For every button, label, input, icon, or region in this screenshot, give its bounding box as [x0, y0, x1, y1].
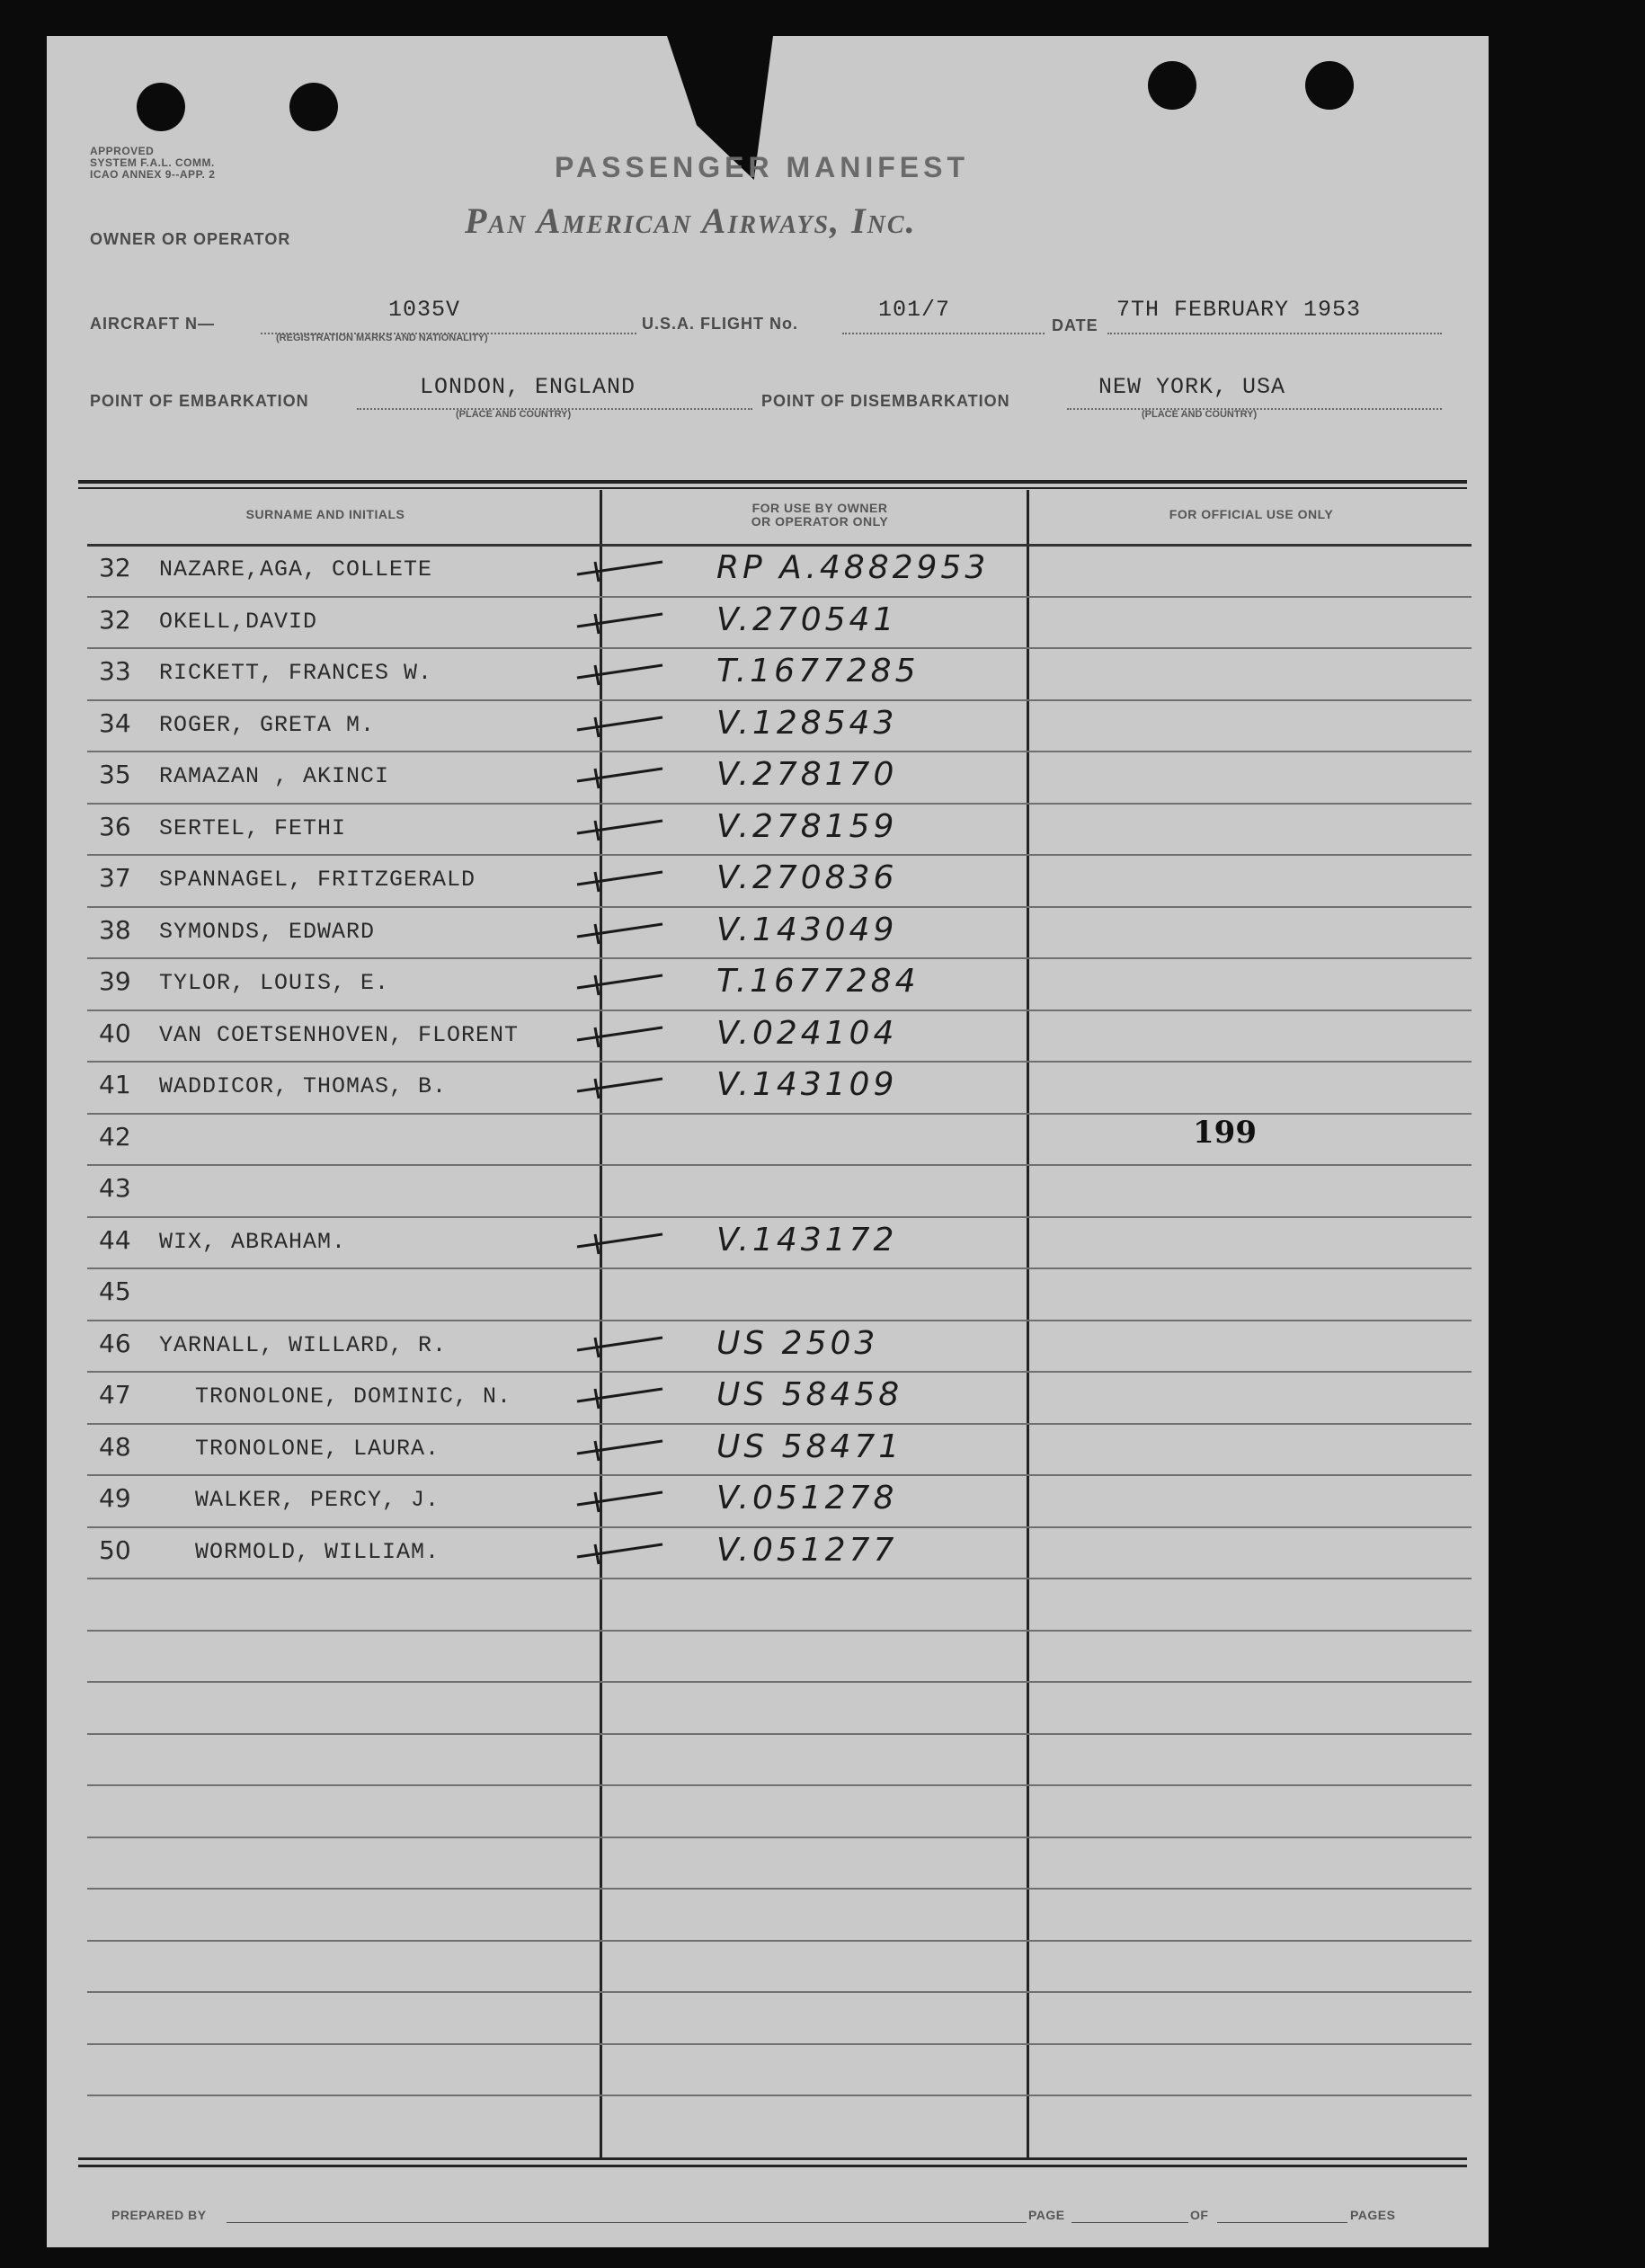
- date-label: DATE: [1052, 316, 1098, 334]
- check-mark: [568, 1223, 667, 1259]
- disembarkation-caption: (PLACE AND COUNTRY): [1142, 409, 1258, 420]
- row-number: 38: [99, 914, 131, 945]
- row-number: 33: [99, 656, 131, 686]
- row-rule: [87, 1888, 1472, 1890]
- document-number: V.143172: [716, 1221, 898, 1259]
- row-rule: [87, 1113, 1472, 1115]
- check-mark: [568, 913, 667, 949]
- check-mark: [568, 1327, 667, 1363]
- row-rule: [87, 854, 1472, 856]
- passenger-name: WADDICOR, THOMAS, B.: [159, 1073, 448, 1099]
- row-rule: [87, 1320, 1472, 1321]
- passenger-name: VAN COETSENHOVEN, FLORENT: [159, 1021, 520, 1048]
- row-number: 50: [99, 1534, 131, 1565]
- form-title: PASSENGER MANIFEST: [555, 151, 969, 183]
- row-rule: [87, 1578, 1472, 1579]
- passenger-name: RICKETT, FRANCES W.: [159, 660, 433, 686]
- check-mark: [568, 707, 667, 743]
- check-mark: [568, 1534, 667, 1570]
- approval-line-3: ICAO ANNEX 9--APP. 2: [90, 168, 216, 181]
- row-number: 48: [99, 1431, 131, 1462]
- row-rule: [87, 1371, 1472, 1373]
- column-header-owner-use-2: OR OPERATOR ONLY: [751, 514, 889, 529]
- row-rule: [87, 1940, 1472, 1942]
- row-rule: [87, 596, 1472, 598]
- row-rule: [87, 647, 1472, 649]
- row-number: 37: [99, 863, 131, 893]
- row-number: 45: [99, 1276, 131, 1306]
- passenger-name: RAMAZAN , AKINCI: [159, 763, 390, 789]
- document-number: V.270836: [716, 859, 898, 896]
- passenger-name: NAZARE,AGA, COLLETE: [159, 556, 433, 583]
- passenger-name: SPANNAGEL, FRITZGERALD: [159, 867, 476, 893]
- row-rule: [87, 1216, 1472, 1218]
- row-rule: [87, 1991, 1472, 1993]
- row-rule: [87, 1630, 1472, 1632]
- embarkation-label: POINT OF EMBARKATION: [90, 392, 309, 410]
- row-rule: [87, 1164, 1472, 1166]
- row-number: 32: [99, 604, 131, 635]
- pages-label: PAGES: [1350, 2208, 1396, 2222]
- row-rule: [87, 1267, 1472, 1269]
- document-number: V.051277: [716, 1531, 898, 1569]
- check-mark: [568, 1378, 667, 1414]
- company-name: Pan American Airways, Inc.: [465, 200, 917, 241]
- check-mark: [568, 551, 667, 587]
- column-divider: [1027, 490, 1029, 2157]
- punch-hole: [1305, 61, 1354, 110]
- row-rule: [87, 2043, 1472, 2045]
- approval-line-2: SYSTEM F.A.L. COMM.: [90, 156, 215, 169]
- check-mark: [568, 1017, 667, 1053]
- prepared-by-label: PREPARED BY: [111, 2208, 207, 2222]
- disembarkation-label: POINT OF DISEMBARKATION: [761, 392, 1010, 410]
- aircraft-caption: (REGISTRATION MARKS AND NATIONALITY): [276, 333, 488, 343]
- document-number: V.278159: [716, 807, 898, 845]
- table-bottom-rule: [78, 2157, 1467, 2160]
- passenger-name: ROGER, GRETA M.: [159, 711, 376, 738]
- document-number: T.1677285: [716, 653, 920, 689]
- row-number: 44: [99, 1224, 131, 1255]
- row-number: 47: [99, 1380, 131, 1410]
- row-rule: [87, 699, 1472, 701]
- passenger-name: TYLOR, LOUIS, E.: [159, 970, 390, 996]
- punch-hole: [1148, 61, 1196, 110]
- row-number: 42: [99, 1121, 131, 1152]
- page-stamp: 199: [1193, 1115, 1257, 1151]
- row-rule: [87, 1009, 1472, 1011]
- punch-hole: [289, 83, 338, 131]
- row-rule: [87, 957, 1472, 959]
- row-rule: [87, 1837, 1472, 1838]
- document-number: V.143049: [716, 911, 898, 948]
- row-rule: [87, 2095, 1472, 2096]
- document-number: V.270541: [716, 600, 898, 638]
- row-rule: [87, 803, 1472, 805]
- of-label: OF: [1190, 2208, 1209, 2222]
- check-mark: [568, 1481, 667, 1517]
- check-mark: [568, 810, 667, 846]
- document-number: US 58458: [716, 1376, 903, 1413]
- row-rule: [87, 751, 1472, 752]
- passenger-name: OKELL,DAVID: [159, 608, 318, 635]
- document-number: T.1677284: [716, 963, 920, 1000]
- row-number: 34: [99, 707, 131, 738]
- check-mark: [568, 861, 667, 897]
- passenger-name: WIX, ABRAHAM.: [159, 1228, 347, 1255]
- embarkation-caption: (PLACE AND COUNTRY): [456, 409, 572, 420]
- flight-label: U.S.A. FLIGHT No.: [642, 315, 798, 333]
- row-number: 32: [99, 553, 131, 583]
- row-number: 36: [99, 811, 131, 841]
- embarkation-value: LONDON, ENGLAND: [420, 374, 636, 400]
- row-rule: [87, 1784, 1472, 1786]
- document-number: US 58471: [716, 1428, 903, 1465]
- document-number: US 2503: [716, 1324, 879, 1362]
- document-number: V.128543: [716, 704, 898, 742]
- document-number: V.143109: [716, 1066, 898, 1103]
- passenger-name: WALKER, PERCY, J.: [195, 1487, 440, 1513]
- check-mark: [568, 965, 667, 1001]
- manifest-sheet: [47, 36, 1489, 2247]
- row-rule: [87, 1474, 1472, 1476]
- document-number: V.024104: [716, 1014, 898, 1052]
- row-number: 35: [99, 760, 131, 789]
- column-header-owner-use-1: FOR USE BY OWNER: [751, 501, 888, 515]
- passenger-name: TRONOLONE, LAURA.: [195, 1435, 440, 1462]
- flight-value: 101/7: [878, 297, 951, 323]
- row-number: 49: [99, 1483, 131, 1513]
- document-number: V.051278: [716, 1480, 898, 1516]
- page-label: PAGE: [1028, 2208, 1065, 2222]
- punch-hole: [137, 83, 185, 131]
- aircraft-value: 1035V: [388, 297, 461, 323]
- check-mark: [568, 1068, 667, 1104]
- passenger-name: WORMOLD, WILLIAM.: [195, 1538, 440, 1565]
- check-mark: [568, 603, 667, 639]
- row-number: 46: [99, 1328, 131, 1358]
- row-rule: [87, 1526, 1472, 1528]
- check-mark: [568, 1430, 667, 1466]
- row-rule: [87, 1681, 1472, 1683]
- document-number: V.278170: [716, 756, 898, 793]
- date-value: 7TH FEBRUARY 1953: [1116, 297, 1362, 323]
- row-number: 41: [99, 1070, 131, 1099]
- row-rule: [87, 906, 1472, 908]
- column-header-official: FOR OFFICIAL USE ONLY: [1169, 507, 1334, 521]
- aircraft-label: AIRCRAFT N—: [90, 315, 215, 333]
- check-mark: [568, 654, 667, 690]
- row-rule: [87, 1061, 1472, 1063]
- document-number: RP A.4882953: [716, 549, 990, 586]
- disembarkation-value: NEW YORK, USA: [1098, 374, 1286, 400]
- table-top-rule: [78, 480, 1467, 484]
- approval-line-1: APPROVED: [90, 145, 155, 157]
- passenger-name: YARNALL, WILLARD, R.: [159, 1331, 448, 1358]
- passenger-name: SYMONDS, EDWARD: [159, 918, 376, 945]
- owner-label: OWNER OR OPERATOR: [90, 230, 291, 248]
- passenger-name: TRONOLONE, DOMINIC, N.: [195, 1383, 512, 1410]
- header-rule: [87, 544, 1472, 547]
- column-header-name: SURNAME AND INITIALS: [245, 507, 405, 521]
- row-number: 43: [99, 1173, 131, 1203]
- check-mark: [568, 758, 667, 794]
- row-rule: [87, 1423, 1472, 1425]
- row-number: 40: [99, 1018, 131, 1048]
- passenger-name: SERTEL, FETHI: [159, 814, 347, 841]
- row-rule: [87, 1733, 1472, 1735]
- row-number: 39: [99, 966, 131, 996]
